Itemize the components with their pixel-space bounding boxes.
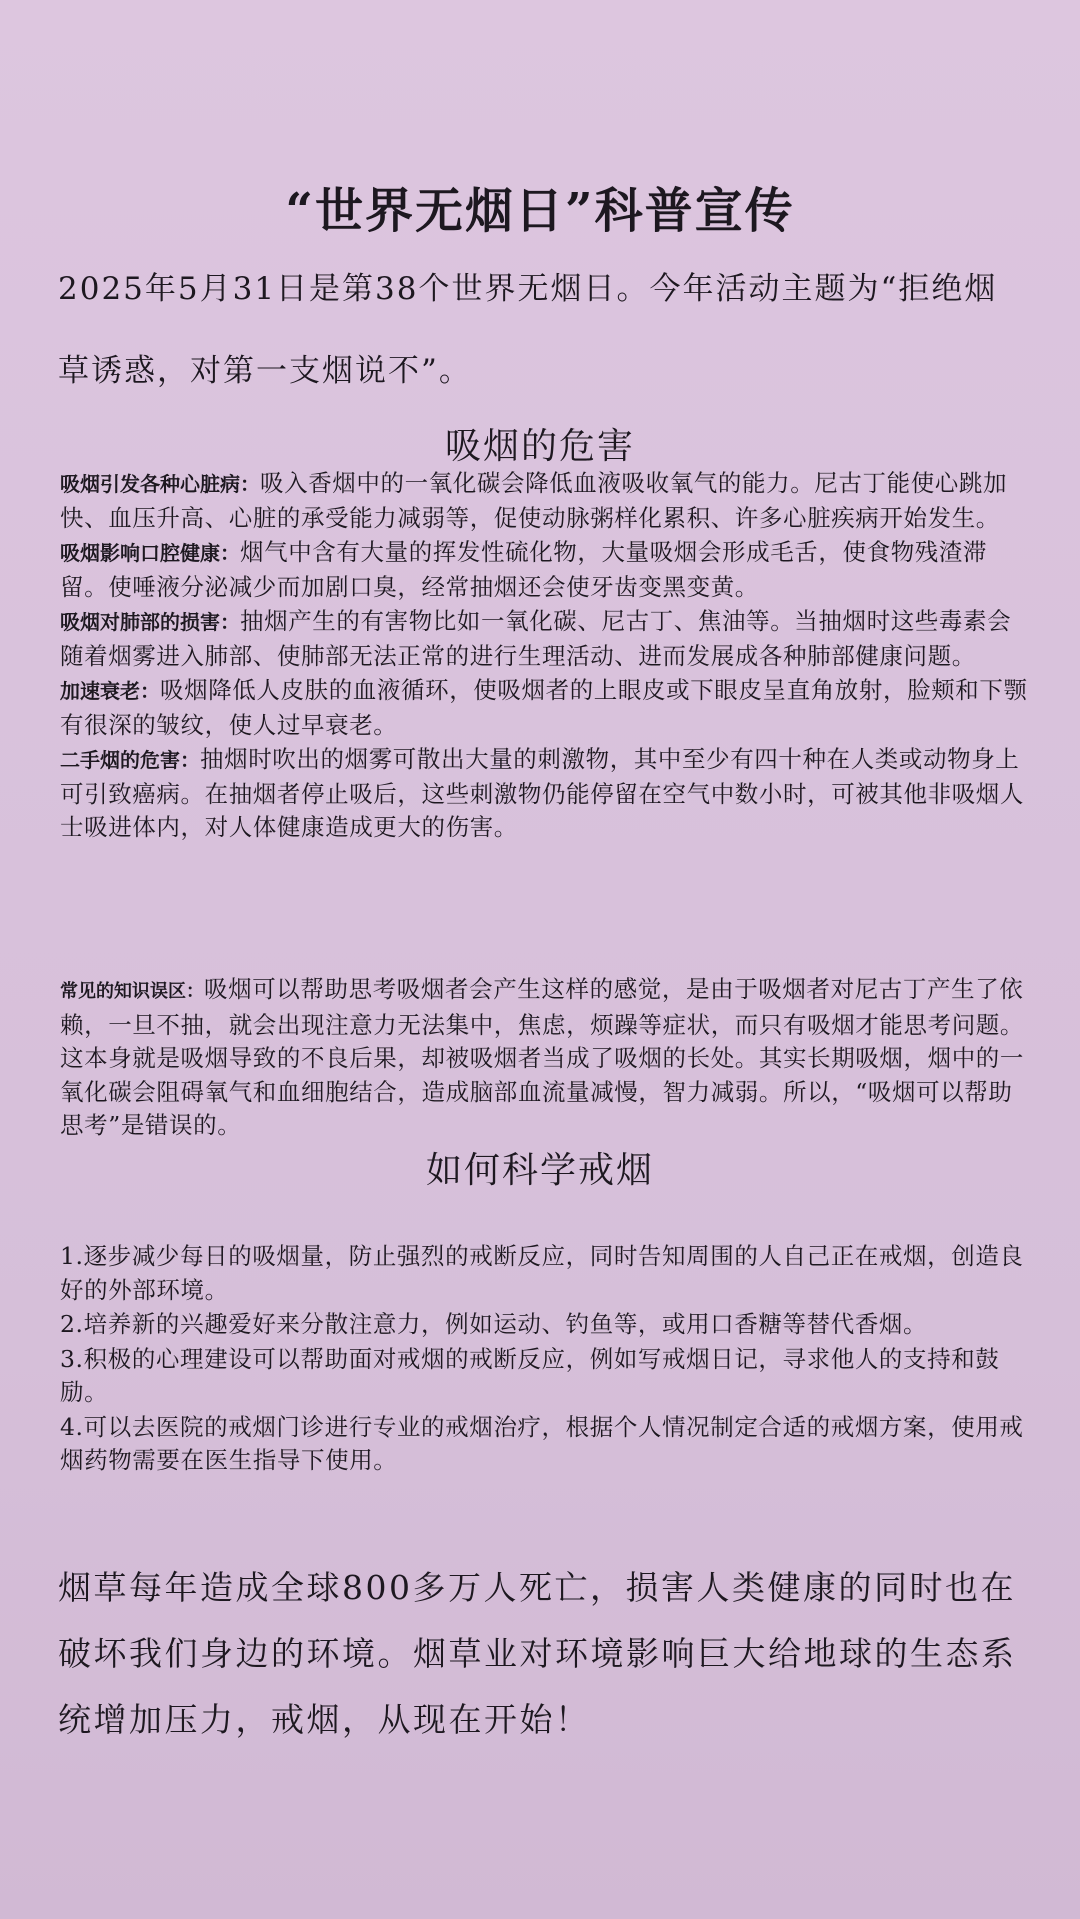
myth-heading: 常见的知识误区： <box>60 981 204 1002</box>
page-title: “世界无烟日”科普宣传 <box>285 183 795 239</box>
quit-tip: 3.积极的心理建设可以帮助面对戒烟的戒断反应，例如写戒烟日记，寻求他人的支持和鼓励。 <box>60 1344 1000 1406</box>
quit-section-title: 如何科学戒烟 <box>425 1150 654 1191</box>
harm-heading: 加速衰老： <box>60 679 160 703</box>
myth-text: 吸烟可以帮助思考吸烟者会产生这样的感觉，是由于吸烟者对尼古丁产生了依赖，一旦不抽，就会出现注意力无法集中，焦虑，烦躁等症状，而只有吸烟才能思考问题。这本身就是吸烟导致的不良后果，却被吸烟者当成了吸烟的长处。其实长期吸烟，烟中的一氧化碳会阻碍氧气和血细胞结合，造成脑部血流量减慢，智力减弱。所以，“吸烟可以帮助思考”是错误的。 <box>60 975 1024 1139</box>
harm-item-aging <box>60 674 1030 742</box>
closing-paragraph: 烟草每年造成全球800多万人死亡，损害人类健康的同时也在破坏我们身边的环境。烟草业对环境影响巨大给地球的生态系统增加压力，戒烟，从现在开始！ <box>58 1568 1017 1739</box>
harm-text: 烟气中含有大量的挥发性硫化物，大量吸烟会形成毛舌，使食物残渣滞留。使唾液分泌减少而加剧口臭，经常抽烟还会使牙齿变黑变黄。 <box>60 538 988 601</box>
harm-item-heart <box>60 467 1030 535</box>
harm-item-secondhand <box>60 743 1030 845</box>
harm-heading: 吸烟引发各种心脏病： <box>60 472 260 496</box>
harms-section-title: 吸烟的危害 <box>444 426 635 467</box>
harm-text: 抽烟产生的有害物比如一氧化碳、尼古丁、焦油等。当抽烟时这些毒素会随着烟雾进入肺部、使肺部无法正常的进行生理活动、进而发展成各种肺部健康问题。 <box>60 607 1012 670</box>
quit-tip: 2.培养新的兴趣爱好来分散注意力，例如运动、钓鱼等，或用口香糖等替代香烟。 <box>60 1310 928 1338</box>
quit-tip: 4.可以去医院的戒烟门诊进行专业的戒烟治疗，根据个人情况制定合适的戒烟方案，使用戒烟药物需要在医生指导下使用。 <box>60 1412 1024 1474</box>
harm-item-lung <box>60 605 1030 673</box>
harm-text: 吸入香烟中的一氧化碳会降低血液吸收氧气的能力。尼古丁能使心跳加快、血压升高、心脏的承受能力减弱等，促使动脉粥样化累积、许多心脏疾病开始发生。 <box>60 469 1008 532</box>
myth-paragraph <box>60 973 1030 1143</box>
harm-text: 吸烟降低人皮肤的血液循环，使吸烟者的上眼皮或下眼皮呈直角放射，脸颊和下颚有很深的皱纹，使人过早衰老。 <box>60 676 1028 739</box>
harm-heading: 吸烟影响口腔健康： <box>60 541 240 565</box>
harm-text: 抽烟时吹出的烟雾可散出大量的刺激物，其中至少有四十种在人类或动物身上可引致癌病。在抽烟者停止吸后，这些刺激物仍能停留在空气中数小时，可被其他非吸烟人士吸进体内，对人体健康造成更大的伤害。 <box>60 745 1024 841</box>
harm-heading: 吸烟对肺部的损害： <box>60 610 240 634</box>
intro-paragraph: 2025年5月31日是第38个世界无烟日。今年活动主题为“拒绝烟草诱惑，对第一支烟说不”。 <box>58 271 998 389</box>
harm-item-oral <box>60 536 1030 604</box>
quit-tips-list <box>60 1240 1030 1479</box>
harm-heading: 二手烟的危害： <box>60 748 200 772</box>
quit-tip: 1.逐步减少每日的吸烟量，防止强烈的戒断反应，同时告知周围的人自己正在戒烟，创造良好的外部环境。 <box>60 1242 1024 1304</box>
harms-list <box>60 467 1030 846</box>
